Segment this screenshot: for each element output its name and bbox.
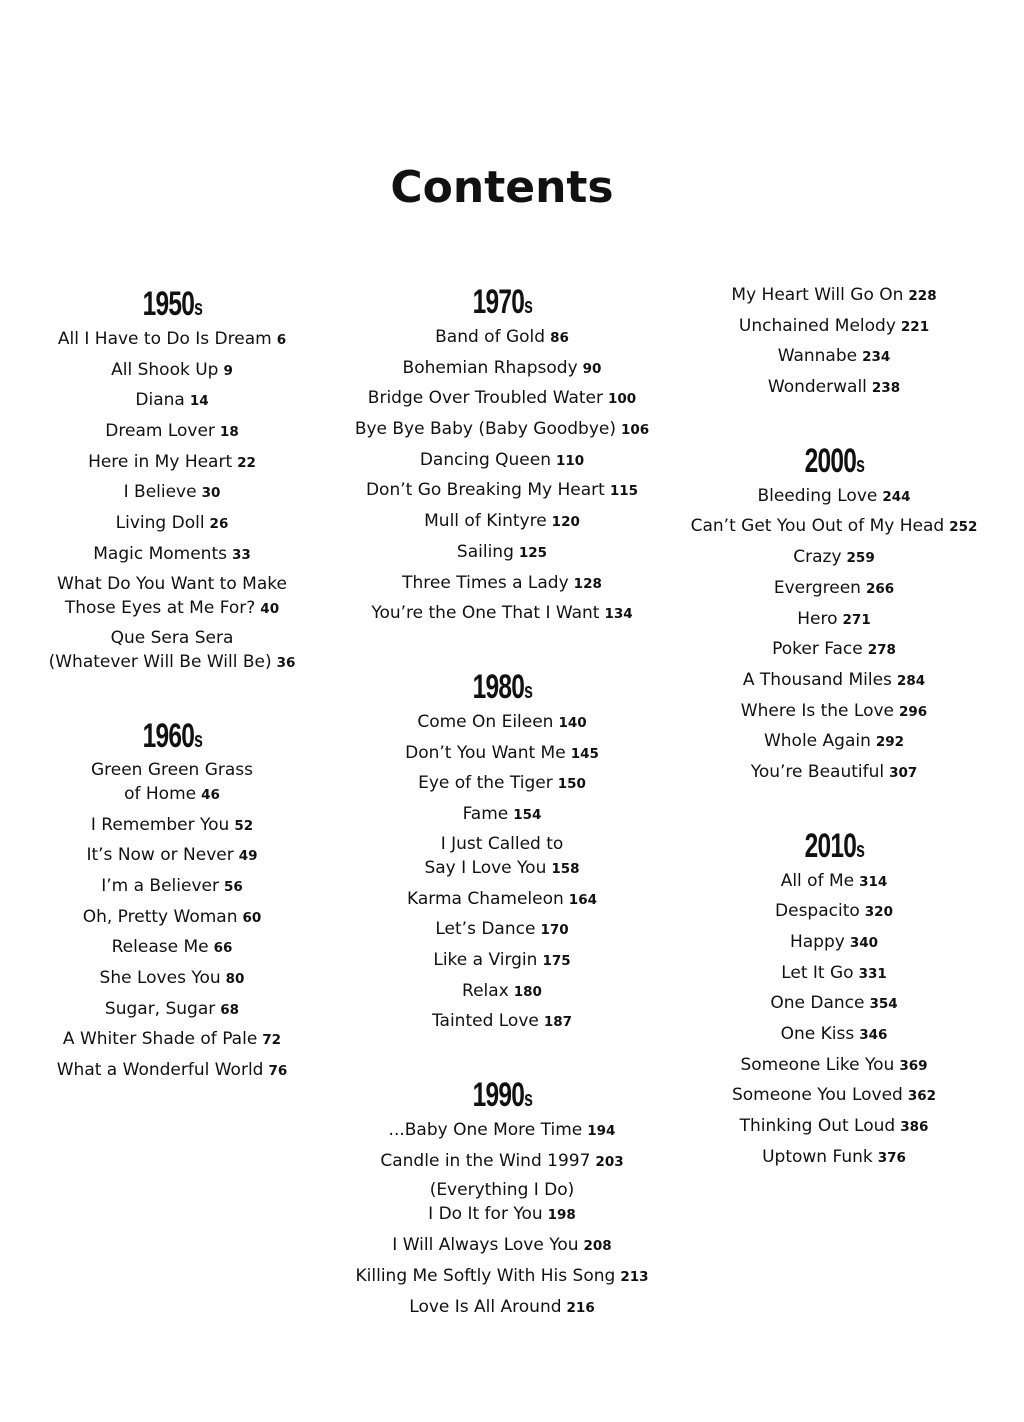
toc-entry <box>676 282 992 309</box>
toc-entry-page-number: 140 <box>558 714 587 731</box>
toc-entry <box>344 447 660 474</box>
toc-entry-title: Living Doll <box>115 513 205 534</box>
toc-entry-title: Mull of Kintyre <box>424 511 547 532</box>
toc-entry-title: Don’t Go Breaking My Heart <box>365 480 605 501</box>
toc-entry <box>344 770 660 797</box>
entry-list-1970s <box>344 324 660 627</box>
entry-list-1990s <box>344 1117 660 1321</box>
toc-entry <box>14 934 330 961</box>
toc-entry <box>676 1113 992 1140</box>
toc-entry-title: Poker Face <box>772 639 863 660</box>
toc-entry-title: Bleeding Love <box>757 485 878 506</box>
toc-entry-page-number: 386 <box>900 1119 929 1136</box>
toc-entry <box>14 626 330 675</box>
toc-entry-page-number: 278 <box>867 642 896 659</box>
toc-entry-title: I Believe <box>123 482 197 503</box>
toc-entry <box>344 1117 660 1144</box>
toc-entry-page-number: 252 <box>949 519 978 536</box>
toc-entry <box>14 965 330 992</box>
toc-entry <box>14 541 330 568</box>
toc-entry <box>344 1232 660 1259</box>
toc-entry <box>14 996 330 1023</box>
toc-entry-page-number: 115 <box>609 483 639 500</box>
decade-heading-1960s: 1960s <box>142 716 202 755</box>
toc-entry-page-number: 180 <box>513 983 542 1000</box>
toc-entry-title: All of Me <box>780 870 855 891</box>
toc-entry-page-number: 106 <box>621 422 650 439</box>
toc-entry <box>344 477 660 504</box>
page-title: Contents <box>390 162 614 213</box>
toc-entry <box>676 1052 992 1079</box>
toc-entry <box>676 575 992 602</box>
toc-entry <box>14 812 330 839</box>
decade-heading-1970s: 1970s <box>472 283 532 321</box>
toc-entry-page-number: 296 <box>899 703 928 720</box>
toc-entry <box>676 606 992 633</box>
toc-entry-title-line2: (Whatever Will Be Will Be) <box>48 651 272 672</box>
toc-entry <box>344 1008 660 1035</box>
toc-entry-page-number: 128 <box>573 575 602 592</box>
toc-entry <box>14 357 330 384</box>
toc-entry-page-number: 238 <box>871 380 901 397</box>
section-1970s <box>344 282 660 324</box>
toc-entry <box>14 479 330 506</box>
toc-entry-title: All Shook Up <box>111 359 219 380</box>
decade-heading-1980s: 1980s <box>472 667 532 706</box>
toc-entry <box>344 416 660 443</box>
toc-entry-page-number: 164 <box>568 891 597 908</box>
toc-entry-page-number: 198 <box>547 1207 576 1224</box>
toc-entry-page-number: 170 <box>540 922 569 939</box>
toc-entry <box>344 886 660 913</box>
toc-entry <box>14 904 330 931</box>
toc-entry <box>344 508 660 535</box>
toc-entry <box>676 544 992 571</box>
toc-entry-title: I’m a Believer <box>101 875 219 896</box>
toc-entry-title: Relax <box>462 980 509 1001</box>
toc-entry-title: Green Green Grass <box>90 759 254 780</box>
toc-entry-title: Hero <box>797 608 838 629</box>
toc-entry-title: Bridge Over Troubled Water <box>367 388 604 409</box>
toc-entry-title: Bohemian Rhapsody <box>402 357 578 378</box>
toc-entry-page-number: 18 <box>219 424 239 441</box>
toc-entry-title: Oh, Pretty Woman <box>82 906 238 927</box>
toc-entry-title: What a Wonderful World <box>56 1060 264 1080</box>
toc-entry-title: I Will Always Love You <box>392 1235 579 1256</box>
toc-entry <box>344 978 660 1005</box>
toc-entry-page-number: 36 <box>276 654 296 671</box>
toc-entry-page-number: 86 <box>550 330 569 346</box>
section-1960s <box>14 716 330 758</box>
toc-entry-page-number: 213 <box>620 1269 649 1286</box>
toc-entry-title: Here in My Heart <box>88 451 233 472</box>
toc-entry-page-number: 154 <box>513 806 542 823</box>
toc-entry-title: Where Is the Love <box>740 700 894 721</box>
toc-entry <box>344 539 660 566</box>
toc-entry-title: I Just Called to <box>440 833 564 854</box>
toc-entry-page-number: 320 <box>864 904 893 921</box>
toc-entry <box>676 1021 992 1048</box>
section-1950s <box>14 284 330 326</box>
toc-entry <box>14 1026 330 1053</box>
toc-entry <box>14 1057 330 1084</box>
toc-entry-title: Killing Me Softly With His Song <box>355 1266 616 1287</box>
toc-entry <box>676 960 992 987</box>
toc-entry-page-number: 354 <box>869 996 898 1013</box>
column-middle <box>344 282 660 1325</box>
toc-entry-title: A Thousand Miles <box>742 669 892 690</box>
toc-entry-page-number: 56 <box>223 878 243 895</box>
toc-entry-title: Karma Chameleon <box>407 888 564 909</box>
section-1990s <box>344 1075 660 1117</box>
toc-entry-page-number: 76 <box>268 1063 288 1079</box>
toc-entry-title: Candle in the Wind 1997 <box>380 1150 591 1171</box>
toc-entry <box>676 868 992 895</box>
toc-entry <box>14 758 330 807</box>
toc-entry-title: Someone You Loved <box>731 1085 903 1106</box>
toc-entry <box>14 572 330 621</box>
toc-entry <box>344 740 660 767</box>
toc-entry-page-number: 52 <box>234 817 254 834</box>
toc-entry <box>344 324 660 351</box>
toc-entry-page-number: 125 <box>518 544 548 561</box>
entry-list-1980s <box>344 709 660 1036</box>
toc-entry-page-number: 266 <box>865 580 895 597</box>
toc-entry-page-number: 234 <box>862 349 891 366</box>
toc-entry-page-number: 80 <box>225 970 245 987</box>
decade-heading-2000s: 2000s <box>804 441 864 480</box>
toc-entry-page-number: 6 <box>276 332 287 348</box>
toc-entry-title: Fame <box>462 803 509 824</box>
toc-entry-page-number: 208 <box>583 1238 612 1255</box>
toc-entry-title: Dancing Queen <box>419 449 551 470</box>
toc-entry-page-number: 271 <box>842 611 871 628</box>
toc-entry-title: My Heart Will Go On <box>731 285 904 305</box>
toc-entry-title: Sailing <box>456 541 514 562</box>
toc-entry-page-number: 362 <box>907 1088 937 1105</box>
toc-entry-page-number: 66 <box>213 940 233 957</box>
toc-entry <box>676 667 992 694</box>
toc-entry-page-number: 376 <box>877 1149 906 1166</box>
toc-entry <box>676 483 992 510</box>
toc-entry-title: All I Have to Do Is Dream <box>57 329 272 349</box>
toc-entry-page-number: 14 <box>189 393 209 410</box>
toc-entry-title: Eye of the Tiger <box>418 773 553 794</box>
decade-heading-2010s: 2010s <box>804 826 864 865</box>
toc-entry <box>14 842 330 869</box>
toc-entry-title: Crazy <box>793 547 842 568</box>
toc-entry <box>676 343 992 370</box>
toc-entry-title-line2: Say I Love You <box>424 857 547 878</box>
toc-entry-page-number: 9 <box>223 362 233 379</box>
toc-entry-title: She Loves You <box>99 967 221 988</box>
toc-entry <box>14 510 330 537</box>
toc-entry-title: Unchained Melody <box>738 315 896 336</box>
toc-entry-title: Band of Gold <box>435 327 546 347</box>
toc-entry-page-number: 187 <box>543 1014 573 1031</box>
toc-entry-page-number: 33 <box>231 546 251 563</box>
toc-entry-title: (Everything I Do) <box>429 1180 575 1201</box>
toc-entry-page-number: 221 <box>900 318 930 335</box>
entry-list-1990s-continued <box>676 282 992 401</box>
toc-entry-title: Thinking Out Loud <box>739 1116 896 1137</box>
toc-entry <box>676 513 992 540</box>
toc-entry-page-number: 72 <box>262 1032 282 1049</box>
toc-entry <box>676 313 992 340</box>
toc-entry-title: One Kiss <box>780 1024 855 1045</box>
toc-entry <box>344 801 660 828</box>
toc-entry-page-number: 158 <box>551 860 580 877</box>
toc-entry-page-number: 120 <box>551 514 580 531</box>
toc-entry <box>344 355 660 382</box>
toc-entry <box>676 728 992 755</box>
toc-entry-title: Sugar, Sugar <box>104 998 216 1019</box>
toc-entry-page-number: 307 <box>889 764 918 781</box>
toc-entry-title: Tainted Love <box>431 1011 539 1032</box>
toc-entry-title: Three Times a Lady <box>402 572 569 593</box>
toc-entry-title: You’re the One That I Want <box>371 603 600 624</box>
toc-entry-title: Love Is All Around <box>409 1296 562 1317</box>
toc-entry-page-number: 228 <box>908 288 937 304</box>
toc-entry-title: I Remember You <box>90 814 230 835</box>
entry-list-1950s <box>14 326 330 675</box>
toc-entry-page-number: 292 <box>875 734 905 751</box>
toc-entry-title: Evergreen <box>773 577 861 598</box>
toc-entry-page-number: 346 <box>859 1027 888 1044</box>
toc-entry-page-number: 26 <box>209 516 229 533</box>
toc-entry-title: Despacito <box>775 901 860 922</box>
toc-entry-page-number: 284 <box>896 672 926 689</box>
toc-entry-title: Uptown Funk <box>762 1146 873 1167</box>
toc-entry-page-number: 22 <box>237 454 256 471</box>
toc-entry <box>676 374 992 401</box>
toc-entry <box>676 1082 992 1109</box>
toc-entry-page-number: 90 <box>582 360 602 377</box>
toc-entry-title: Wannabe <box>777 346 858 367</box>
toc-entry <box>344 1263 660 1290</box>
toc-entry-title: Whole Again <box>763 731 871 752</box>
section-2000s <box>676 441 992 483</box>
toc-entry-page-number: 110 <box>555 452 585 469</box>
toc-entry-title: Happy <box>789 932 845 952</box>
toc-entry <box>344 600 660 627</box>
toc-entry-page-number: 175 <box>542 953 571 969</box>
toc-entry <box>14 873 330 900</box>
toc-entry-title: Release Me <box>111 937 209 958</box>
toc-entry <box>676 636 992 663</box>
toc-entry <box>676 990 992 1017</box>
toc-entry <box>344 1294 660 1321</box>
toc-entry-title: You’re Beautiful <box>750 761 885 782</box>
toc-entry-page-number: 134 <box>604 606 633 623</box>
toc-entry <box>344 947 660 974</box>
toc-entry-title: Wonderwall <box>767 377 867 398</box>
toc-entry-title: Don’t You Want Me <box>405 742 566 763</box>
toc-entry-page-number: 314 <box>859 873 888 890</box>
toc-entry-title-line2: I Do It for You <box>428 1204 543 1225</box>
toc-entry-page-number: 216 <box>566 1299 595 1316</box>
toc-entry-page-number: 203 <box>595 1153 624 1170</box>
toc-entry-title: Diana <box>135 390 185 411</box>
toc-entry-page-number: 100 <box>608 391 637 408</box>
toc-entry-title: What Do You Want to Make <box>57 573 287 594</box>
section-2010s <box>676 826 992 868</box>
toc-entry-title-line2: Those Eyes at Me For? <box>64 597 256 618</box>
toc-entry-title: It’s Now or Never <box>86 845 234 866</box>
entry-list-1960s <box>14 758 330 1085</box>
toc-entry-page-number: 60 <box>242 909 262 926</box>
toc-entry <box>14 326 330 353</box>
toc-entry-title: Like a Virgin <box>433 950 538 970</box>
toc-entry <box>676 898 992 925</box>
toc-entry <box>676 1144 992 1171</box>
toc-entry-page-number: 244 <box>882 488 911 505</box>
toc-entry-title: ...Baby One More Time <box>388 1120 583 1141</box>
toc-entry-title: Come On Eileen <box>417 711 554 732</box>
toc-entry-title: Magic Moments <box>93 543 227 564</box>
toc-entry <box>676 929 992 956</box>
entry-list-2000s <box>676 483 992 786</box>
toc-entry <box>344 916 660 943</box>
toc-entry-page-number: 340 <box>849 935 879 951</box>
toc-entry-page-number: 46 <box>201 786 220 803</box>
toc-entry <box>344 1178 660 1227</box>
toc-entry-title-line2: of Home <box>124 783 197 804</box>
toc-entry <box>14 387 330 414</box>
toc-entry-title: One Dance <box>770 993 865 1014</box>
decade-heading-1950s: 1950s <box>142 285 202 323</box>
toc-entry-title: Someone Like You <box>740 1054 895 1075</box>
toc-entry-page-number: 369 <box>899 1057 928 1074</box>
column-right <box>676 282 992 1175</box>
toc-entry-title: Dream Lover <box>105 421 215 442</box>
toc-entry-title: A Whiter Shade of Pale <box>62 1029 258 1050</box>
toc-entry-page-number: 30 <box>201 485 221 502</box>
section-1980s <box>344 667 660 709</box>
toc-entry-title: Can’t Get You Out of My Head <box>690 516 945 537</box>
toc-entry-title: Let’s Dance <box>435 919 536 940</box>
entry-list-2010s <box>676 868 992 1171</box>
toc-entry <box>344 385 660 412</box>
toc-entry-title: Que Sera Sera <box>110 627 234 648</box>
toc-entry <box>344 709 660 736</box>
toc-entry <box>676 759 992 786</box>
toc-entry-page-number: 68 <box>220 1001 240 1018</box>
toc-entry <box>344 1148 660 1175</box>
toc-entry-page-number: 259 <box>846 550 875 567</box>
toc-entry-title: Let It Go <box>781 962 854 983</box>
toc-entry <box>14 449 330 476</box>
toc-entry <box>676 698 992 725</box>
toc-entry <box>344 570 660 597</box>
toc-entry <box>344 832 660 881</box>
toc-entry-page-number: 194 <box>587 1123 616 1140</box>
toc-entry-title: Bye Bye Baby (Baby Goodbye) <box>354 419 616 440</box>
toc-entry <box>14 418 330 445</box>
toc-entry-page-number: 145 <box>570 745 599 762</box>
toc-entry-page-number: 40 <box>260 600 280 617</box>
decade-heading-1990s: 1990s <box>472 1076 532 1115</box>
toc-entry-page-number: 331 <box>858 965 887 982</box>
column-left <box>14 284 330 1088</box>
toc-entry-page-number: 49 <box>238 848 258 865</box>
toc-entry-page-number: 150 <box>557 776 586 793</box>
